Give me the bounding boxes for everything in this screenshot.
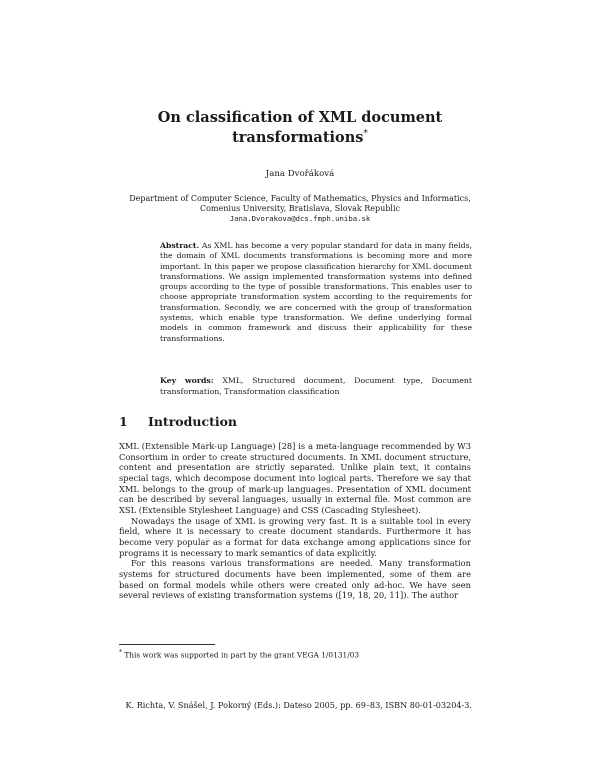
- affiliation-line-1: Department of Computer Science, Faculty of Mathematics, Physics and Informatics,: [129, 194, 471, 203]
- footnote-marker: *: [119, 649, 122, 656]
- abstract: [160, 241, 472, 344]
- abstract-text: As XML has become a very popular standard for data in many fields, the domain of XML documents transformations is becoming more and more important. In this paper we propose classification hierarchy for XML document transformations. We assign implemented transformation systems into defined groups according to the type of possible transformations. This enables user to choose appropriate transformation system according to the requirements for transformation. Secondly, we are concerned with the group of transformation systems, which enable type transformation. We define underlying formal models in common framework and discuss their applicability for these transformations.: [160, 241, 472, 343]
- keywords-label: Key words:: [160, 376, 214, 385]
- section-heading: [119, 414, 237, 429]
- keywords-text: XML, Structured document, Document type, Document transformation, Transformation classification: [160, 376, 472, 396]
- title-line-1: On classification of XML document: [157, 109, 443, 126]
- section-title: Introduction: [148, 414, 238, 429]
- paragraph: For this reasons various transformations are needed. Many transformation systems for structured documents have been implemented, some of them are based on formal models while others were created only ad-hoc. We have seen several reviews of existing transformation systems ([19, 18, 20, 11]). The author: [119, 558, 471, 601]
- affiliation: [0, 194, 600, 225]
- section-number: 1: [119, 414, 128, 429]
- abstract-label: Abstract.: [160, 241, 200, 250]
- footnote-text: This work was supported in part by the grant VEGA 1/0131/03: [124, 650, 360, 660]
- title-line-2: [0, 128, 600, 148]
- paper-title: [0, 108, 600, 148]
- body-text: [119, 441, 471, 601]
- affiliation-line-2: Comenius University, Bratislava, Slovak Republic: [199, 204, 401, 214]
- author-email: Jana.Dvorakova@dcs.fmph.uniba.sk: [229, 214, 371, 224]
- paragraph: Nowadays the usage of XML is growing very fast. It is a suitable tool in every field, where it is necessary to create document standards. Furthermore it has become very popular as a format for data exchange among applications since for programs it is necessary to mark semantics of data explicitly.: [119, 515, 471, 558]
- title-line-2-text: transformations: [232, 129, 364, 146]
- title-footnote-marker: *: [363, 129, 368, 140]
- page-footer: K. Richta, V. Snášel, J. Pokorný (Eds.): Dateso 2005, pp. 69–83, ISBN 80-01-03204-3.: [125, 700, 472, 710]
- keywords: [160, 376, 472, 397]
- footnote: [119, 649, 359, 659]
- author-name: Jana Dvořáková: [265, 169, 335, 179]
- paragraph: XML (Extensible Mark-up Language) [28] is a meta-language recommended by W3 Consortium in order to create structured documents. In XML document structure, content and presentation are strictly separated. Unlike plain text, it contains special tags, which decompose document into logical parts. Therefore we say that XML belongs to the group of mark-up languages. Presentation of XML document can be described by several languages, usually in external file. Most common are XSL (Extensible Stylesheet Language) and CSS (Cascading Stylesheet).: [119, 441, 471, 515]
- footnote-rule: [119, 644, 215, 645]
